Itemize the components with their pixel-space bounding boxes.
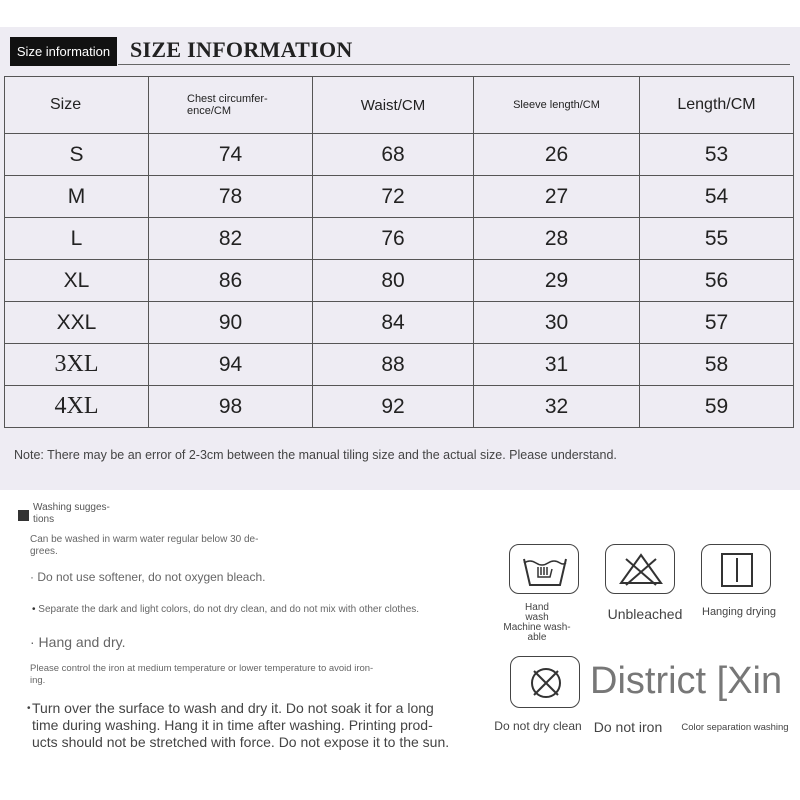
measurement-cell: 57: [640, 302, 794, 344]
measurement-cell: 74: [149, 134, 313, 176]
table-row: [5, 134, 794, 176]
measurement-cell: 30: [474, 302, 640, 344]
measurement-cell: 55: [640, 218, 794, 260]
measurement-cell: 98: [149, 386, 313, 428]
table-row: [5, 344, 794, 386]
heading-divider: [118, 64, 790, 65]
size-cell: L: [5, 218, 149, 260]
watermark-text: District [Xin: [590, 660, 783, 702]
color-separation-label: Color separation washing: [681, 722, 789, 733]
bullet-dot-icon: •: [32, 604, 39, 615]
washing-line-6: Turn over the surface to wash and dry it. Do not soak it for a long time during washing. Hang it in time after washing. Printing prod- ucts should not be stretched with force. Do not expose it to the sun. •: [27, 700, 450, 750]
table-row: [5, 218, 794, 260]
measurement-cell: 54: [640, 176, 794, 218]
measurement-cell: 82: [149, 218, 313, 260]
measurement-cell: 58: [640, 344, 794, 386]
size-info-badge: Size information: [10, 37, 117, 66]
size-cell: M: [5, 176, 149, 218]
hanging-drying-label: Hanging drying: [702, 606, 776, 618]
measurement-cell: 29: [474, 260, 640, 302]
bullet-dot-icon: •: [27, 703, 31, 714]
page-title: SIZE INFORMATION: [130, 37, 353, 62]
do-not-dry-clean-label: Do not dry clean: [494, 719, 582, 733]
washing-line-3: • Separate the dark and light colors, do not dry clean, and do not mix with other clothes.: [32, 604, 420, 615]
column-header-length: Length/CM: [640, 77, 794, 134]
table-row: [5, 176, 794, 218]
table-row: [5, 386, 794, 428]
column-header-size: Size: [5, 77, 149, 134]
measurement-cell: 88: [313, 344, 474, 386]
hand-wash-label: Hand wash Machine wash- able: [503, 602, 571, 643]
column-header-chest: Chest circumfer- ence/CM: [149, 77, 313, 134]
size-cell: XL: [5, 260, 149, 302]
measurement-cell: 94: [149, 344, 313, 386]
column-header-sleeve: Sleeve length/CM: [474, 77, 640, 134]
washing-suggestions-header: [18, 502, 123, 526]
measurement-cell: 92: [313, 386, 474, 428]
table-row: [5, 260, 794, 302]
measurement-cell: 72: [313, 176, 474, 218]
unbleached-label: Unbleached: [607, 606, 683, 622]
measurement-cell: 59: [640, 386, 794, 428]
measurement-cell: 56: [640, 260, 794, 302]
measurement-note: Note: There may be an error of 2-3cm between the manual tiling size and the actual size. Please understand.: [14, 448, 617, 462]
hanging-drying-icon: [701, 544, 771, 594]
do-not-iron-label: Do not iron: [593, 719, 663, 735]
size-table: [4, 76, 794, 428]
do-not-dry-clean-icon: [510, 656, 580, 708]
measurement-cell: 27: [474, 176, 640, 218]
washing-line-5: Please control the iron at medium temperature or lower temperature to avoid iron- ing.: [30, 663, 374, 686]
measurement-cell: 84: [313, 302, 474, 344]
size-cell: S: [5, 134, 149, 176]
measurement-cell: 76: [313, 218, 474, 260]
measurement-cell: 68: [313, 134, 474, 176]
size-cell: 3XL: [5, 344, 149, 386]
unbleached-icon: [605, 544, 675, 594]
measurement-cell: 26: [474, 134, 640, 176]
column-header-waist: Waist/CM: [313, 77, 474, 134]
measurement-cell: 32: [474, 386, 640, 428]
measurement-cell: 80: [313, 260, 474, 302]
measurement-cell: 86: [149, 260, 313, 302]
washing-line-1: Can be washed in warm water regular below 30 de- grees.: [30, 534, 259, 557]
size-cell: 4XL: [5, 386, 149, 428]
measurement-cell: 28: [474, 218, 640, 260]
size-cell: XXL: [5, 302, 149, 344]
bullet-square-icon: [18, 510, 29, 521]
measurement-cell: 31: [474, 344, 640, 386]
washing-line-4: · Hang and dry.: [30, 634, 126, 650]
table-row: [5, 302, 794, 344]
hand-wash-icon: [509, 544, 579, 594]
washing-title: Washing sugges- tions: [33, 502, 110, 525]
washing-line-2: · Do not use softener, do not oxygen bleach.: [30, 570, 266, 584]
measurement-cell: 78: [149, 176, 313, 218]
measurement-cell: 53: [640, 134, 794, 176]
measurement-cell: 90: [149, 302, 313, 344]
table-header-row: [5, 77, 794, 134]
